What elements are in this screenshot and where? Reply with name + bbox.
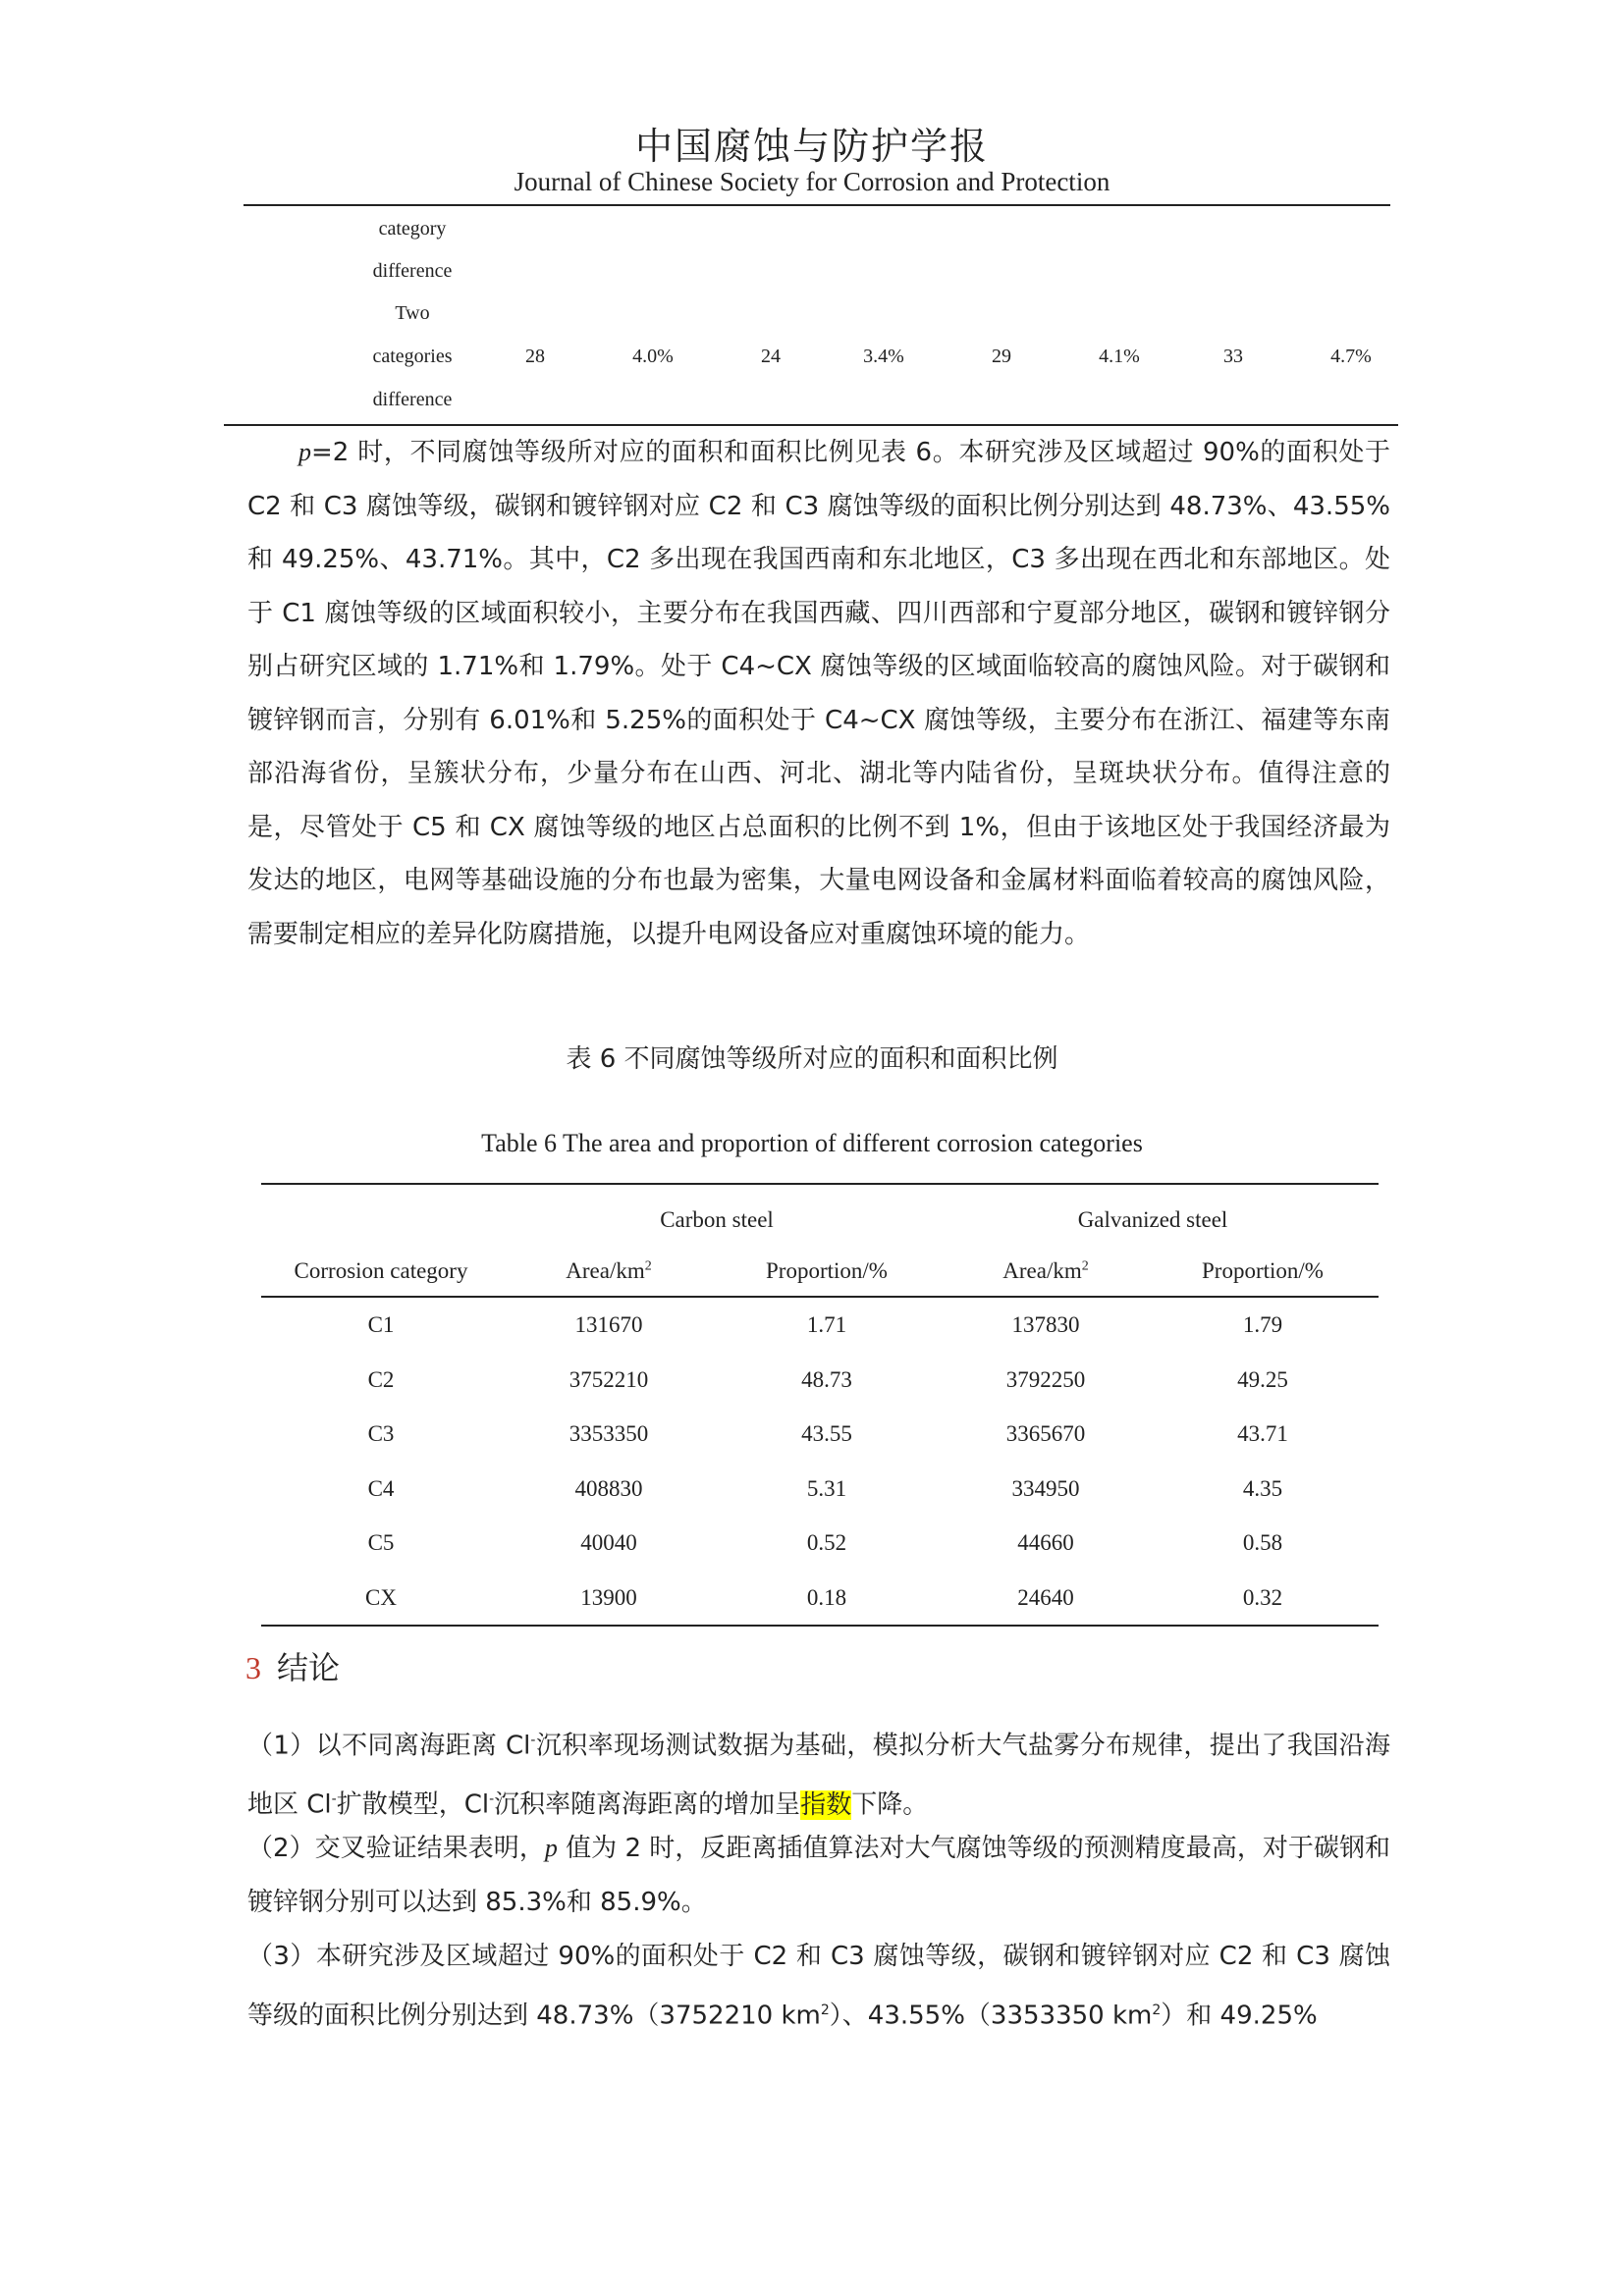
row-label-line: categories [372, 346, 453, 367]
section-title: 结论 [277, 1649, 341, 1686]
col-header-area-galvanized: Area/$km^2$ [1002, 1258, 1089, 1283]
table-cell: 28 [525, 346, 545, 367]
table-cell: 4.35 [1242, 1476, 1283, 1501]
body-paragraph [247, 426, 1390, 961]
col-header-area-carbon: Area/$km^2$ [566, 1258, 652, 1283]
row-category: C1 [367, 1312, 395, 1337]
table-header-rule [261, 1296, 1379, 1298]
journal-title-en: Journal of Chinese Society for Corrosion and Protection [514, 167, 1110, 196]
table-cell: 137830 [1011, 1312, 1080, 1337]
table-cell: 3752210 [568, 1367, 649, 1392]
col-header-proportion-galvanized: Proportion/% [1202, 1258, 1324, 1283]
p-variable: p [298, 438, 311, 466]
table-cell: 24 [761, 346, 781, 367]
table-cell: 0.32 [1242, 1585, 1283, 1610]
group-header-galvanized: Galvanized steel [1077, 1207, 1228, 1232]
header-rule [244, 204, 1390, 206]
table-top-rule [261, 1183, 1379, 1185]
table-cell: 4.7% [1330, 346, 1372, 367]
table-caption-cn: 表 6 不同腐蚀等级所对应的面积和面积比例 [566, 1044, 1058, 1074]
section-number: 3 [245, 1650, 261, 1685]
table-bottom-rule [261, 1625, 1379, 1627]
row-category: C5 [367, 1530, 395, 1555]
table-cell: 24640 [1017, 1585, 1074, 1610]
table-cell: 0.58 [1242, 1530, 1283, 1555]
paragraph-text: =2 时，不同腐蚀等级所对应的面积和面积比例见表 6。本研究涉及区域超过 90%的面积处于 C2 和 C3 腐蚀等级，碳钢和镀锌钢对应 C2 和 C3 腐蚀等级的面积比例分别达到 48.73%、43.55%和 49.25%、43.71%。其中，C2 多出现在我国西南和东北地区，C3 多出现在西北和东部地区。处于 C1 腐蚀等级的区域面积较小，主要分布在我国西藏、四川西部和宁夏部分地区，碳钢和镀锌钢分别占研究区域的 1.71%和 1.79%。处于 C4~CX 腐蚀等级的区域面临较高的腐蚀风险。对于碳钢和镀锌钢而言，分别有 6.01%和 5.25%的面积处于 C4~CX 腐蚀等级，主要分布在浙江、福建等东南部沿海省份，呈簇状分布，少量分布在山西、河北、湖北等内陆省份，呈斑块状分布。值得注意的是，尽管处于 C5 和 CX 腐蚀等级的地区占总面积的比例不到 1%，但由于该地区处于我国经济最为发达的地区，电网等基础设施的分布也最为密集，大量电网设备和金属材料面临着较高的腐蚀风险，需要制定相应的差异化防腐措施，以提升电网设备应对重腐蚀环境的能力。 [247, 438, 1390, 949]
table-cell: 5.31 [806, 1476, 847, 1501]
row-category: C2 [367, 1367, 395, 1392]
table-caption-en: Table 6 The area and proportion of different corrosion categories [481, 1129, 1143, 1157]
section-heading [245, 1643, 340, 1688]
table-cell: 3353350 [568, 1421, 649, 1446]
col-header-category: Corrosion category [294, 1258, 468, 1283]
col-header-proportion-carbon: Proportion/% [766, 1258, 888, 1283]
row-label-line: difference [372, 260, 453, 282]
table-cell: 33 [1223, 346, 1243, 367]
conclusion-item-1: （1）以不同离海距离 Cl-沉积率现场测试数据为基础，模拟分析大气盐雾分布规律，提出了我国沿海地区 Cl-扩散模型，Cl-沉积率随离海距离的增加呈指数下降。 [247, 1731, 1390, 1820]
table-cell: 3365670 [1005, 1421, 1086, 1446]
table-cell: 0.18 [806, 1585, 847, 1610]
table-cell: 131670 [574, 1312, 643, 1337]
table-cell: 48.73 [801, 1367, 852, 1392]
table-cell: 0.52 [806, 1530, 847, 1555]
row-label-line: difference [372, 389, 453, 410]
table-cell: 408830 [574, 1476, 643, 1501]
table-cell: 43.55 [801, 1421, 852, 1446]
row-category: C3 [367, 1421, 395, 1446]
highlighted-text: 指数 [800, 1789, 852, 1820]
conclusion-item-2: （2）交叉验证结果表明，p 值为 2 时，反距离插值算法对大气腐蚀等级的预测精度最高，对于碳钢和镀锌钢分别可以达到 85.3%和 85.9%。 [247, 1834, 1390, 1917]
journal-title-cn: 中国腐蚀与防护学报 [634, 125, 989, 168]
table-cell: 3792250 [1005, 1367, 1086, 1392]
table-cell: 40040 [580, 1530, 637, 1555]
table-cell: 334950 [1011, 1476, 1080, 1501]
row-label-line: category [378, 218, 447, 240]
table-cell: 3.4% [863, 346, 904, 367]
table-cell: 43.71 [1237, 1421, 1288, 1446]
group-header-carbon: Carbon steel [660, 1207, 774, 1232]
table-cell: 44660 [1017, 1530, 1074, 1555]
conclusion-item-3: （3）本研究涉及区域超过 90%的面积处于 C2 和 C3 腐蚀等级，碳钢和镀锌钢对应 C2 和 C3 腐蚀等级的面积比例分别达到 48.73%（3752210 $km^2$）、43.55%（3353350 $km^2$）和 49.25% [247, 1942, 1390, 2031]
table-cell: 49.25 [1237, 1367, 1288, 1392]
table-cell: 1.79 [1242, 1312, 1283, 1337]
table-cell: 4.1% [1099, 346, 1140, 367]
row-label-line: Two [395, 302, 430, 324]
row-category: CX [365, 1585, 397, 1610]
table-cell: 13900 [580, 1585, 637, 1610]
table-cell: 1.71 [806, 1312, 847, 1337]
row-category: C4 [367, 1476, 395, 1501]
table-cell: 29 [992, 346, 1011, 367]
table-cell: 4.0% [632, 346, 674, 367]
